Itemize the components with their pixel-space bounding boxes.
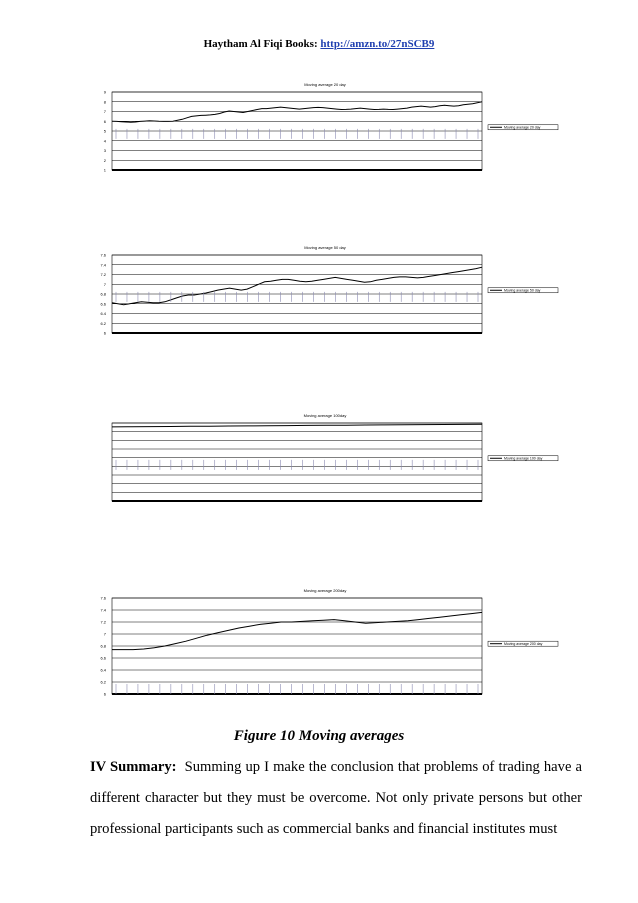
y-tick-label: 7 [103,631,106,637]
page-header [0,38,638,50]
y-tick-label: 6.2 [100,320,106,326]
y-tick-label: 6.6 [100,301,106,307]
legend-label: Moving average 100 day [504,456,543,461]
x-axis-baseline [112,332,482,334]
y-tick-label: 6.4 [100,311,106,316]
summary-label: IV Summary: [90,759,177,775]
header-prefix: Haytham Al Fiqi Books: [203,38,318,50]
figure-caption: Figure 10 Moving averages [233,728,405,744]
header-link[interactable]: http://amzn.to/27nSCB9 [320,38,435,50]
chart-ma-100 [90,413,560,513]
y-tick-label: 7 [103,109,106,114]
y-tick-label: 2 [103,157,106,163]
y-tick-label: 7.6 [100,252,106,258]
series-line [112,612,482,649]
chart-svg [90,82,560,182]
y-tick-label: 7.6 [100,595,106,601]
plot-frame [112,423,482,501]
chart-svg [90,245,560,345]
x-axis-baseline [112,693,482,695]
y-tick-label: 1 [103,167,106,173]
y-tick-label: 7.4 [100,607,106,613]
summary-text: Summing up I make the conclusion that problems of trading have a different character but they must be overcome. Not only private persons but other professional participants such as commercial banks and financial institutes must [90,759,582,837]
chart-ma-20 [90,82,560,182]
y-tick-label: 6 [103,118,106,124]
y-tick-label: 7.2 [100,619,106,625]
chart-title: Moving average 100day [303,413,347,418]
y-tick-label: 7 [103,281,106,287]
series-line [112,424,482,427]
y-tick-label: 8 [103,99,106,105]
chart-svg [90,413,560,513]
chart-ma-200 [90,588,560,706]
y-tick-label: 6.6 [100,655,106,661]
chart-svg [90,588,560,706]
y-tick-label: 4 [103,138,106,144]
chart-ma-50 [90,245,560,345]
chart-title: Moving average 20 day [304,82,346,87]
legend-label: Moving average 200 day [504,642,543,646]
y-tick-label: 6.4 [100,667,106,673]
legend-label: Moving average 50 day [504,288,541,293]
series-line [112,102,482,122]
y-tick-label: 7.2 [100,272,106,277]
y-tick-label: 5 [103,128,106,134]
chart-title: Moving average 200day [303,588,347,593]
y-tick-label: 6.8 [100,291,106,297]
y-tick-label: 6.8 [100,643,106,649]
legend-label: Moving average 20 day [504,125,541,130]
y-tick-label: 6 [103,691,106,697]
summary-paragraph [90,752,582,845]
y-tick-label: 3 [103,148,106,153]
x-axis-baseline [112,169,482,171]
series-line [112,267,482,305]
y-tick-label: 9 [103,89,106,95]
x-axis-baseline [112,500,482,502]
y-tick-label: 6.2 [100,679,106,685]
y-tick-label: 7.4 [100,262,106,268]
chart-title: Moving average 50 day [304,245,346,250]
y-tick-label: 6 [103,330,106,336]
